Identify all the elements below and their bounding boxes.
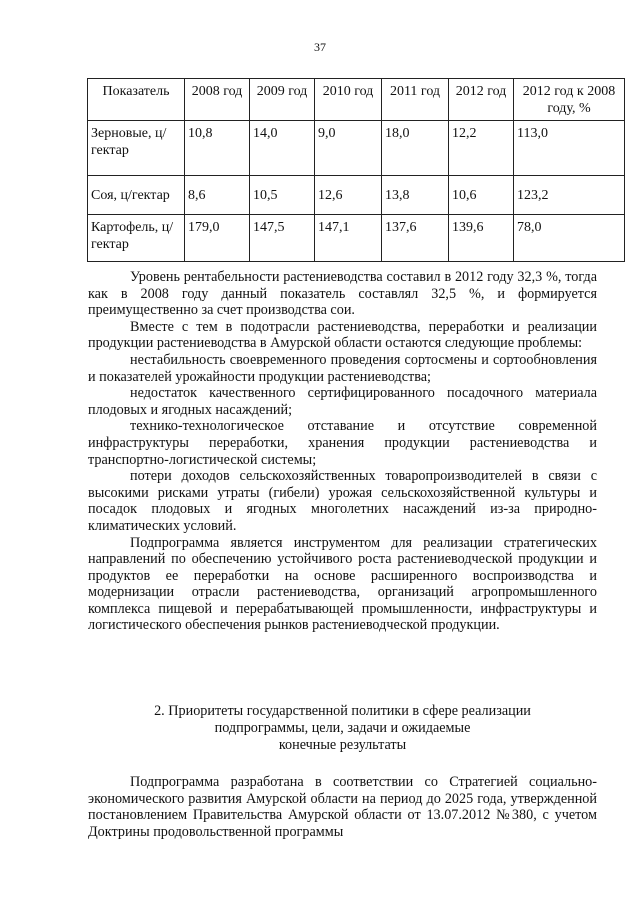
table-header-cell: 2010 год: [315, 79, 382, 121]
table-cell: 10,5: [250, 176, 315, 215]
section-heading-line: конечные результаты: [278, 737, 407, 753]
table-cell: 139,6: [449, 215, 514, 262]
paragraph-profitability: Уровень рентабельности растениеводства составил в 2012 году 32,3 %, тогда как в 2008 году данный показатель составлял 32,5 %, и формируется преимущественно за счет производства сои.: [88, 269, 597, 319]
table-cell: 113,0: [514, 121, 625, 176]
body-text: [88, 269, 597, 634]
section-heading-line: 2. Приоритеты государственной политики в сфере реализации: [154, 703, 531, 719]
table-cell: 12,6: [315, 176, 382, 215]
table-cell: 12,2: [449, 121, 514, 176]
paragraph-problem-variety: нестабильность своевременного проведения сортосмены и сортообновления и показателей урожайности продукции растениеводства;: [88, 351, 597, 385]
table-cell: 10,8: [185, 121, 250, 176]
table-cell: 78,0: [514, 215, 625, 262]
table-cell-indicator: Картофель, ц/гектар: [88, 215, 185, 262]
table-cell: 10,6: [449, 176, 514, 215]
table-header-cell: 2009 год: [250, 79, 315, 121]
table-row: [88, 121, 625, 176]
table-row: [88, 176, 625, 215]
paragraph-problem-planting-material: недостаток качественного сертифицированного посадочного материала плодовых и ягодных насаждений;: [88, 385, 597, 418]
table-cell: 123,2: [514, 176, 625, 215]
table-header-cell: 2012 год: [449, 79, 514, 121]
table-cell: 13,8: [382, 176, 449, 215]
table-header-row: [88, 79, 625, 121]
table-header-cell: 2008 год: [185, 79, 250, 121]
paragraph-strategy: Подпрограмма разработана в соответствии со Стратегией социально-экономического развития Амурской области на период до 2025 года, утвержденной постановлением Правительства Амурской области от 13.07.2012 №380, с учетом Доктрины продовольственной программы: [88, 774, 597, 840]
section-heading: [88, 703, 597, 754]
table-cell: 147,1: [315, 215, 382, 262]
table-cell: 147,5: [250, 215, 315, 262]
table-cell: 14,0: [250, 121, 315, 176]
table-cell: 8,6: [185, 176, 250, 215]
paragraph-problem-income-loss: потери доходов сельскохозяйственных товаропроизводителей в связи с высокими рисками утраты (гибели) урожая сельскохозяйственной культуры и посадок плодовых и ягодных многолетних насаждений из-за природно-климатических условий.: [88, 468, 597, 534]
table-header-cell: 2012 год к 2008 году, %: [514, 79, 625, 121]
table-cell: 9,0: [315, 121, 382, 176]
paragraph-problem-infrastructure: технико-технологическое отставание и отсутствие современной инфраструктуры переработки, хранения продукции растениеводства и транспортно-логистической системы;: [88, 418, 597, 468]
section-heading-line: подпрограммы, цели, задачи и ожидаемые: [214, 720, 471, 736]
table-cell: 18,0: [382, 121, 449, 176]
table-header-cell: 2011 год: [382, 79, 449, 121]
paragraph-subprogram-instrument: Подпрограмма является инструментом для реализации стратегических направлений по обеспечению устойчивого роста растениеводческой продукции и продуктов ее переработки на основе расширенного воспроизводства и модернизации отрасли растениеводства, организаций агропромышленного комплекса пищевой и перерабатывающей промышленности, инфраструктуры и логистического обеспечения рынков растениеводческой продукции.: [88, 534, 597, 634]
table-cell-indicator: Зерновые, ц/гектар: [88, 121, 185, 176]
yield-table: [87, 78, 625, 262]
table-cell: 179,0: [185, 215, 250, 262]
table-cell: 137,6: [382, 215, 449, 262]
paragraph-problems-intro: Вместе с тем в подотрасли растениеводства, переработки и реализации продукции растениеводства в Амурской области остаются следующие проблемы:: [88, 318, 597, 352]
table-cell-indicator: Соя, ц/гектар: [88, 176, 185, 215]
body-text-final: [88, 774, 597, 840]
page-number: 37: [314, 40, 326, 54]
table-row: [88, 215, 625, 262]
table-header-cell: Показатель: [88, 79, 185, 121]
